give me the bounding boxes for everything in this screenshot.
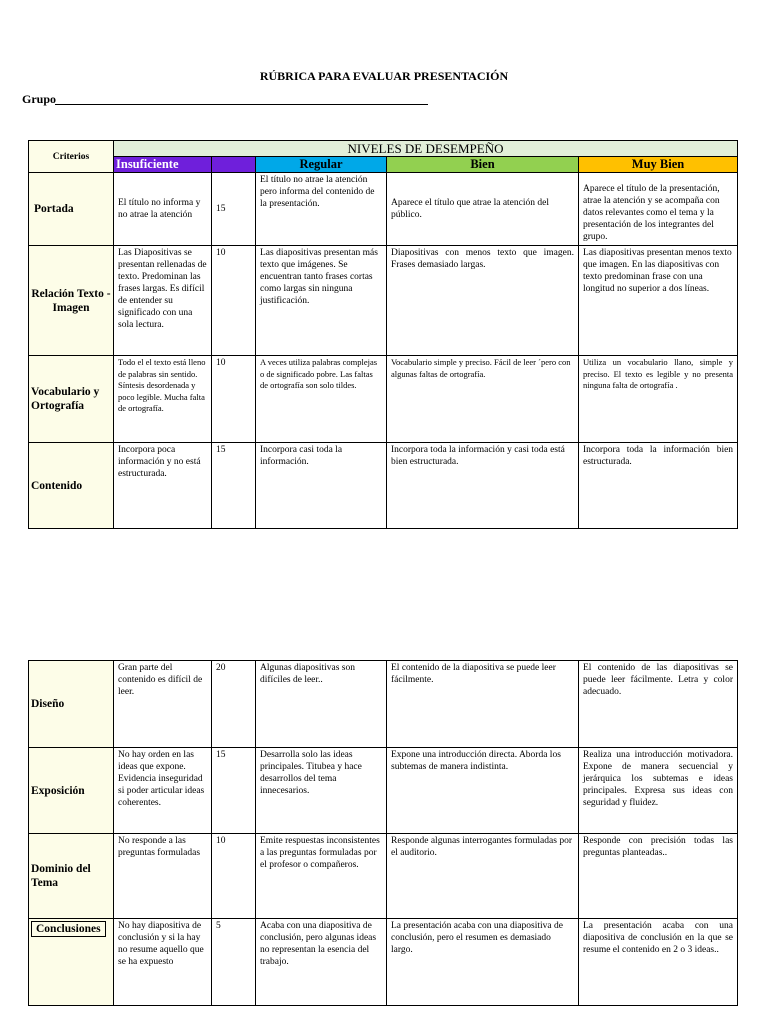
points-cell: 10	[212, 834, 256, 919]
niveles-header: NIVELES DE DESEMPEÑO	[114, 141, 738, 157]
muy-bien-cell: Realiza una introducción motivadora. Expone de manera secuencial y jerárquica los subtemas e ideas principales. Expresa sus ideas con seguridad y fluidez.	[579, 748, 738, 834]
bien-cell: El contenido de la diapositiva se puede leer fácilmente.	[387, 661, 579, 748]
grupo-label: Grupo	[22, 92, 57, 106]
bien-cell: Aparece el título que atrae la atención del público.	[387, 173, 579, 246]
level-regular-header: Regular	[256, 157, 387, 173]
insuficiente-cell: No hay orden en las ideas que expone. Evidencia inseguridad si poder articular ideas coherentes.	[114, 748, 212, 834]
criterio-cell: Dominio del Tema	[29, 834, 114, 919]
criterio-cell: Portada	[29, 173, 114, 246]
insuficiente-cell: Todo el el texto está lleno de palabras sin sentido. Síntesis desordenada y poco legible. Mucha falta de ortografía.	[114, 356, 212, 443]
criterio-cell: Exposición	[29, 748, 114, 834]
bien-cell: Diapositivas con menos texto que imagen. Frases demasiado largas.	[387, 246, 579, 356]
regular-cell: Acaba con una diapositiva de conclusión, pero algunas ideas no representan la esencia del trabajo.	[256, 919, 387, 1006]
points-cell: 15	[212, 443, 256, 529]
bien-cell: Responde algunas interrogantes formuladas por el auditorio.	[387, 834, 579, 919]
criterio-cell	[29, 919, 114, 1006]
level-muy-bien-header: Muy Bien	[579, 157, 738, 173]
level-points-header	[212, 157, 256, 173]
muy-bien-cell: Incorpora toda la información bien estructurada.	[579, 443, 738, 529]
insuficiente-cell: No hay diapositiva de conclusión y si la hay no resume aquello que se ha expuesto	[114, 919, 212, 1006]
rubric-table-2	[28, 660, 738, 1006]
criterio-cell: Diseño	[29, 661, 114, 748]
points-cell: 15	[212, 173, 256, 246]
level-bien-header: Bien	[387, 157, 579, 173]
criterio-cell: Contenido	[29, 443, 114, 529]
insuficiente-cell: Las Diapositivas se presentan rellenadas de texto. Predominan las frases largas. Es difícil de entender su significado con una sola lectura.	[114, 246, 212, 356]
points-cell: 15	[212, 748, 256, 834]
conclusiones-label: Conclusiones	[31, 921, 106, 937]
bien-cell: Expone una introducción directa. Aborda los subtemas de manera indistinta.	[387, 748, 579, 834]
insuficiente-cell: Gran parte del contenido es difícil de leer.	[114, 661, 212, 748]
bien-cell: Vocabulario simple y preciso. Fácil de leer ´pero con algunas faltas de ortografía.	[387, 356, 579, 443]
regular-cell: Algunas diapositivas son difíciles de leer..	[256, 661, 387, 748]
insuficiente-cell: Incorpora poca información y no está estructurada.	[114, 443, 212, 529]
muy-bien-cell: Utiliza un vocabulario llano, simple y preciso. El texto es legible y no presenta ninguna falta de ortografía .	[579, 356, 738, 443]
table-row	[29, 919, 738, 1006]
muy-bien-cell: El contenido de las diapositivas se puede leer fácilmente. Letra y color adecuado.	[579, 661, 738, 748]
regular-cell: Emite respuestas inconsistentes a las preguntas formuladas por el profesor o compañeros.	[256, 834, 387, 919]
points-cell: 10	[212, 246, 256, 356]
muy-bien-cell: Aparece el título de la presentación, atrae la atención y se acompaña con datos relevantes como el tema y la presentación de los integrantes del grupo.	[579, 173, 738, 246]
criterios-header: Criterios	[29, 141, 114, 173]
document-title: RÚBRICA PARA EVALUAR PRESENTACIÓN	[259, 69, 509, 83]
insuficiente-cell: El título no informa y no atrae la atención	[114, 173, 212, 246]
points-cell: 10	[212, 356, 256, 443]
table-row	[29, 443, 738, 529]
regular-cell: El título no atrae la atención pero informa del contenido de la presentación.	[256, 173, 387, 246]
level-insuficiente-header: Insuficiente	[114, 157, 212, 173]
bien-cell: La presentación acaba con una diapositiva de conclusión, pero el resumen es demasiado largo.	[387, 919, 579, 1006]
regular-cell: Desarrolla solo las ideas principales. Titubea y hace desarrollos del tema innecesarios.	[256, 748, 387, 834]
muy-bien-cell: Las diapositivas presentan menos texto que imagen. En las diapositivas con texto predominan frase con una longitud no superior a dos líneas.	[579, 246, 738, 356]
table-row	[29, 834, 738, 919]
points-cell: 5	[212, 919, 256, 1006]
table-row	[29, 661, 738, 748]
rubric-table-1	[28, 140, 738, 529]
regular-cell: A veces utiliza palabras complejas o de significado pobre. Las faltas de ortografía son solo tildes.	[256, 356, 387, 443]
table-row	[29, 356, 738, 443]
table-row	[29, 246, 738, 356]
points-cell: 20	[212, 661, 256, 748]
muy-bien-cell: La presentación acaba con una diapositiva de conclusión en la que se resume el contenido en 2 o 3 ideas..	[579, 919, 738, 1006]
bien-cell: Incorpora toda la información y casi toda está bien estructurada.	[387, 443, 579, 529]
insuficiente-cell: No responde a las preguntas formuladas	[114, 834, 212, 919]
regular-cell: Incorpora casi toda la información.	[256, 443, 387, 529]
muy-bien-cell: Responde con precisión todas las preguntas planteadas..	[579, 834, 738, 919]
regular-cell: Las diapositivas presentan más texto que imágenes. Se encuentran tanto frases cortas como largas sin ninguna justificación.	[256, 246, 387, 356]
table-row	[29, 173, 738, 246]
grupo-input-line[interactable]	[55, 104, 428, 105]
criterio-cell: Vocabulario y Ortografía	[29, 356, 114, 443]
table-row	[29, 748, 738, 834]
criterio-cell: Relación Texto - Imagen	[29, 246, 114, 356]
